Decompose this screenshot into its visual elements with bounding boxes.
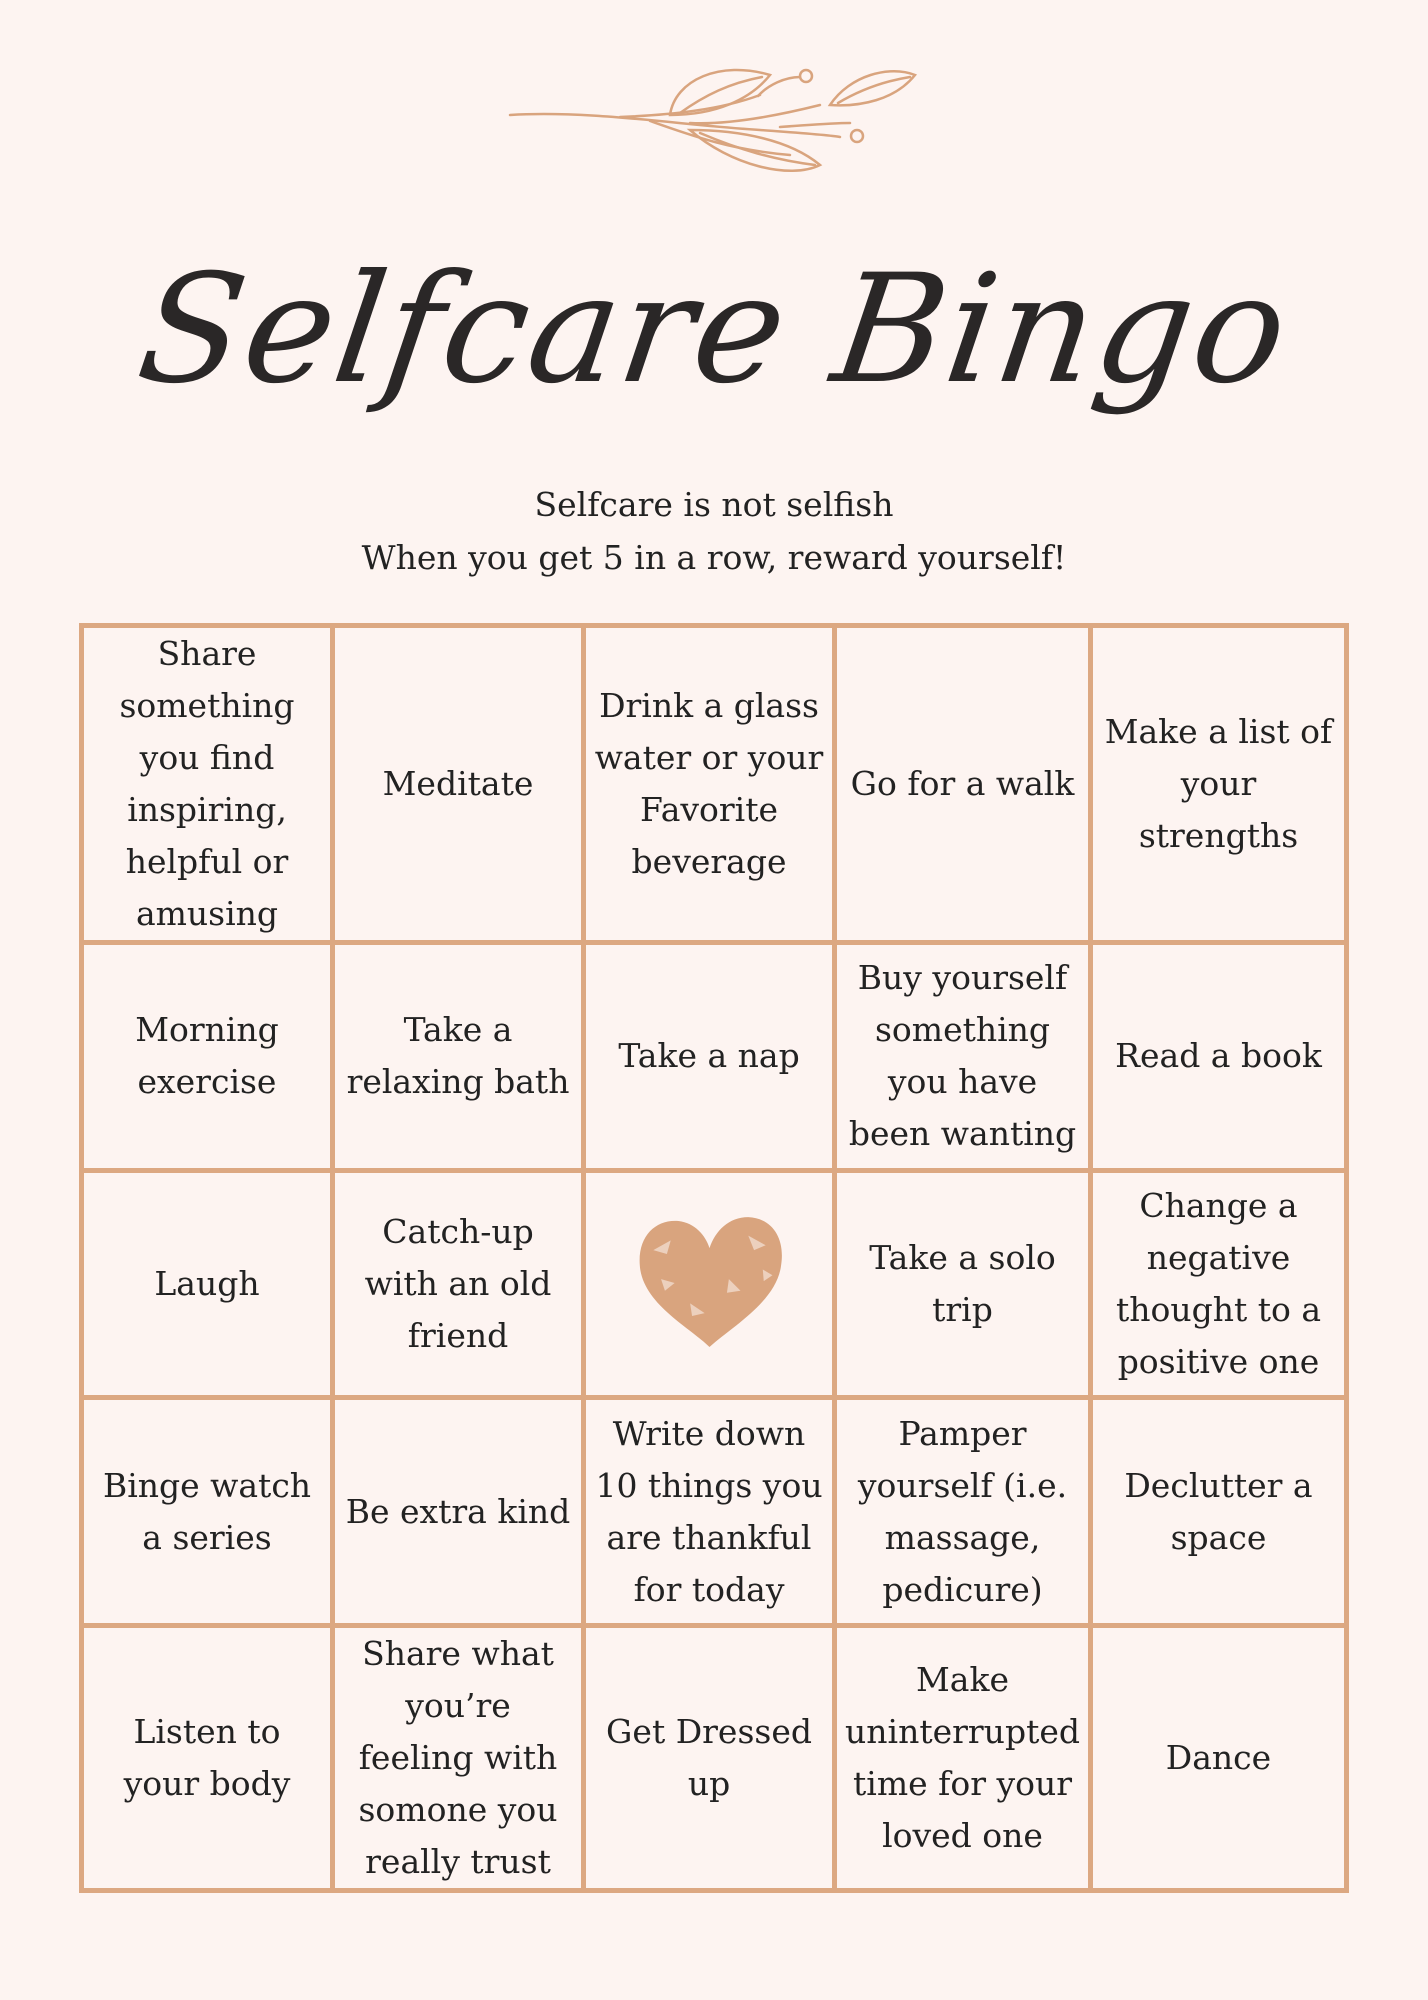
bingo-cell: Pamper yourself (i.e. massage, pedicure) bbox=[837, 1400, 1093, 1628]
bingo-cell: Take a nap bbox=[586, 945, 837, 1173]
bingo-cell: Morning exercise bbox=[84, 945, 335, 1173]
bingo-cell: Declutter a space bbox=[1093, 1400, 1344, 1628]
bingo-cell: Be extra kind bbox=[335, 1400, 586, 1628]
bingo-cell: Make a list of your strengths bbox=[1093, 628, 1344, 945]
bingo-board bbox=[79, 623, 1349, 1893]
bingo-cell: Share what you’re feeling with somone you really trust bbox=[335, 1628, 586, 1888]
bingo-cell: Get Dressed up bbox=[586, 1628, 837, 1888]
page-title: Selfcare Bingo bbox=[128, 243, 1300, 417]
bingo-cell: Go for a walk bbox=[837, 628, 1093, 945]
bingo-cell: Buy yourself something you have been wanting bbox=[837, 945, 1093, 1173]
bingo-cell: Make uninterrupted time for your loved one bbox=[837, 1628, 1093, 1888]
leaf-sprig-icon bbox=[500, 55, 930, 195]
bingo-cell: Laugh bbox=[84, 1173, 335, 1401]
bingo-cell: Drink a glass water or your Favorite beverage bbox=[586, 628, 837, 945]
heart-icon bbox=[632, 1209, 787, 1359]
free-space-cell bbox=[586, 1173, 837, 1401]
subtitle-line-1: Selfcare is not selfish bbox=[534, 485, 894, 524]
bingo-cell: Share something you find inspiring, helpful or amusing bbox=[84, 628, 335, 945]
bingo-cell: Dance bbox=[1165, 1738, 1272, 1777]
bingo-cell: Take a relaxing bath bbox=[335, 945, 586, 1173]
subtitle-line-2: When you get 5 in a row, reward yourself! bbox=[361, 538, 1067, 577]
bingo-cell: Binge watch a series bbox=[84, 1400, 335, 1628]
bingo-cell: Listen to your body bbox=[84, 1628, 335, 1888]
bingo-cell: Read a book bbox=[1093, 945, 1344, 1173]
bingo-cell: Change a negative thought to a positive one bbox=[1093, 1173, 1344, 1401]
bingo-cell: Take a solo trip bbox=[837, 1173, 1093, 1401]
bingo-cell: Write down 10 things you are thankful for today bbox=[586, 1400, 837, 1628]
bingo-cell: Meditate bbox=[335, 628, 586, 945]
bingo-cell: Catch-up with an old friend bbox=[335, 1173, 586, 1401]
